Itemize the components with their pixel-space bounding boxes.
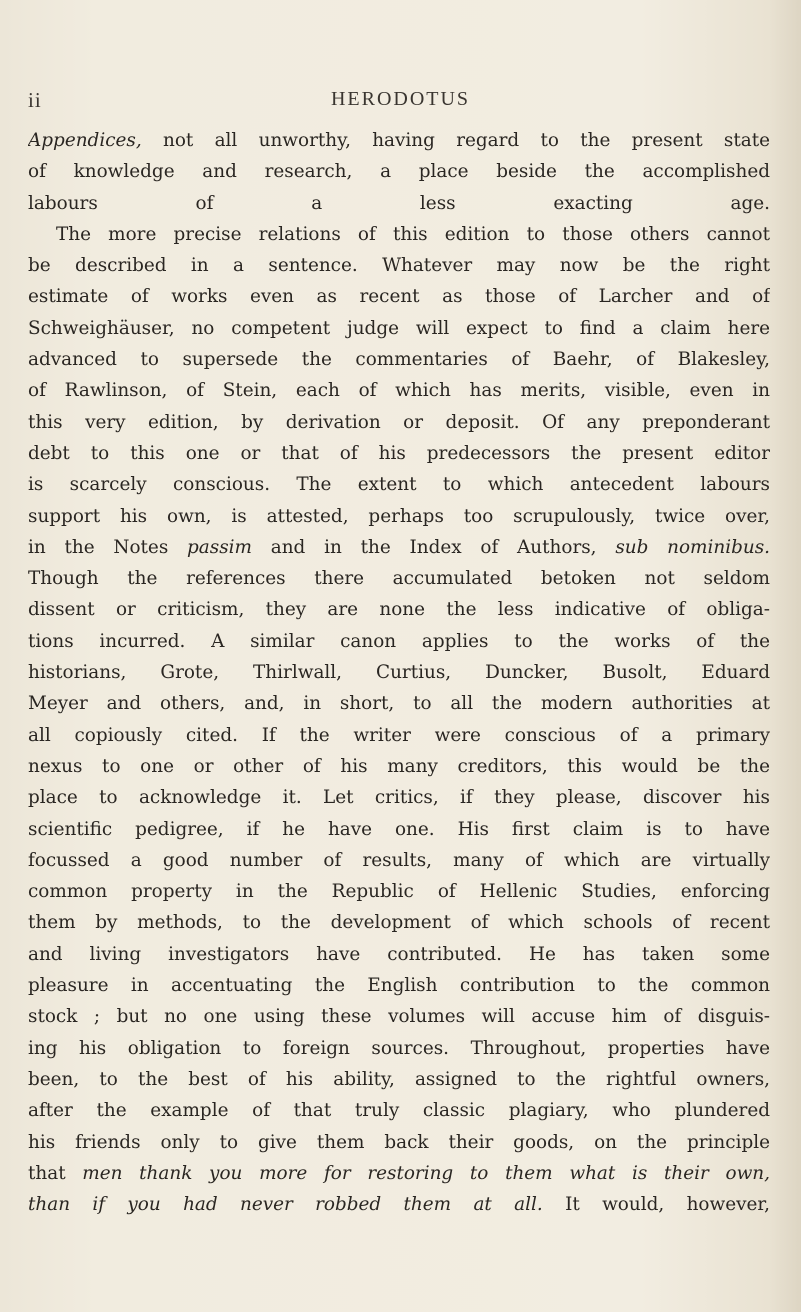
text-run: not all unworthy, having regard to the present state	[141, 130, 770, 151]
text-run: historians, Grote, Thirlwall, Curtius, Duncker, Busolt, Eduard	[28, 662, 770, 684]
body-text	[28, 125, 770, 1220]
text-line	[28, 1158, 770, 1189]
text-line	[28, 344, 770, 375]
text-line	[28, 281, 770, 312]
text-run: common property in the Republic of Hellenic Studies, enforcing	[28, 881, 770, 903]
text-run: pleasure in accentuating the English contribution to the common	[28, 975, 770, 997]
text-line	[28, 657, 770, 688]
text-line	[28, 751, 770, 782]
text-line	[28, 1033, 770, 1064]
text-run: in the Notes	[28, 536, 188, 558]
text-line	[28, 720, 770, 751]
text-run: Though the references there accumulated betoken not seldom	[28, 568, 770, 590]
text-line	[28, 688, 770, 719]
text-run: and living investigators have contributed. He has taken some	[28, 943, 770, 965]
italic-text: passim	[187, 536, 252, 558]
text-run: them by methods, to the development of which schools of recent	[28, 912, 770, 934]
text-line	[28, 219, 770, 250]
text-run: dissent or criticism, they are none the less indicative of obliga-	[28, 599, 770, 621]
text-line	[28, 1064, 770, 1095]
text-run: after the example of that truly classic plagiary, who plundered	[28, 1100, 770, 1122]
text-run: estimate of works even as recent as those of Larcher and of	[28, 286, 770, 308]
text-run: of Rawlinson, of Stein, each of which has merits, visible, even in	[28, 380, 770, 402]
text-line	[28, 156, 770, 187]
text-line	[28, 782, 770, 813]
text-line	[28, 1127, 770, 1158]
text-run: of knowledge and research, a place beside the accomplished	[28, 161, 770, 183]
text-run: advanced to supersede the commentaries of Baehr, of Blakesley,	[28, 349, 770, 371]
text-line	[28, 814, 770, 845]
text-run: It would, however,	[542, 1194, 770, 1216]
text-line	[28, 594, 770, 625]
text-line	[28, 970, 770, 1001]
text-line	[28, 250, 770, 281]
text-run: scientific pedigree, if he have one. His first claim is to have	[28, 818, 770, 840]
text-line	[28, 563, 770, 594]
text-run: be described in a sentence. Whatever may now be the right	[28, 255, 770, 277]
text-run: his friends only to give them back their goods, on the principle	[28, 1131, 770, 1153]
page-header	[0, 88, 801, 118]
text-line	[28, 1001, 770, 1032]
text-run: The more precise relations of this edition to those others cannot	[56, 223, 770, 245]
text-line	[28, 907, 770, 938]
text-line	[28, 438, 770, 469]
text-run: all copiously cited. If the writer were conscious of a primary	[28, 724, 770, 746]
text-run: stock ; but no one using these volumes will accuse him of disguis-	[28, 1006, 770, 1028]
italic-text: Appendices,	[28, 130, 142, 151]
text-run: that	[28, 1162, 83, 1184]
text-run: been, to the best of his ability, assigned to the rightful owners,	[28, 1068, 770, 1090]
italic-text: sub nominibus.	[615, 536, 770, 558]
text-run: nexus to one or other of his many creditors, this would be the	[28, 755, 770, 777]
text-run: debt to this one or that of his predecessors the present editor	[28, 442, 770, 464]
text-run: ing his obligation to foreign sources. Throughout, properties have	[28, 1037, 770, 1059]
text-line	[28, 1189, 770, 1220]
text-line	[28, 532, 770, 563]
text-line	[28, 375, 770, 406]
text-line	[28, 939, 770, 970]
text-run: tions incurred. A similar canon applies to the works of the	[28, 630, 770, 652]
italic-text: men thank you more for restoring to them what is their own,	[82, 1162, 770, 1184]
text-run: labours of a less exacting age.	[28, 192, 770, 214]
text-line	[28, 626, 770, 657]
text-run: this very edition, by derivation or deposit. Of any preponderant	[28, 411, 770, 433]
text-run: support his own, is attested, perhaps too scrupulously, twice over,	[28, 505, 770, 527]
text-line	[28, 313, 770, 344]
page-number: ii	[28, 88, 42, 112]
running-head: HERODOTUS	[330, 88, 471, 110]
text-run: and in the Index of Authors,	[251, 536, 616, 558]
text-line	[28, 469, 770, 500]
text-line	[28, 188, 770, 219]
text-run: is scarcely conscious. The extent to which antecedent labours	[28, 474, 770, 496]
text-run: place to acknowledge it. Let critics, if they please, discover his	[28, 787, 770, 809]
text-line	[28, 407, 770, 438]
text-run: Meyer and others, and, in short, to all the modern authorities at	[28, 693, 770, 715]
text-line	[28, 1095, 770, 1126]
italic-text: than if you had never robbed them at all.	[28, 1194, 543, 1216]
text-run: focussed a good number of results, many of which are virtually	[28, 849, 770, 871]
text-line	[28, 876, 770, 907]
text-line	[28, 501, 770, 532]
text-run: Schweighäuser, no competent judge will expect to find a claim here	[28, 317, 770, 339]
text-line	[28, 125, 770, 156]
text-line	[28, 845, 770, 876]
